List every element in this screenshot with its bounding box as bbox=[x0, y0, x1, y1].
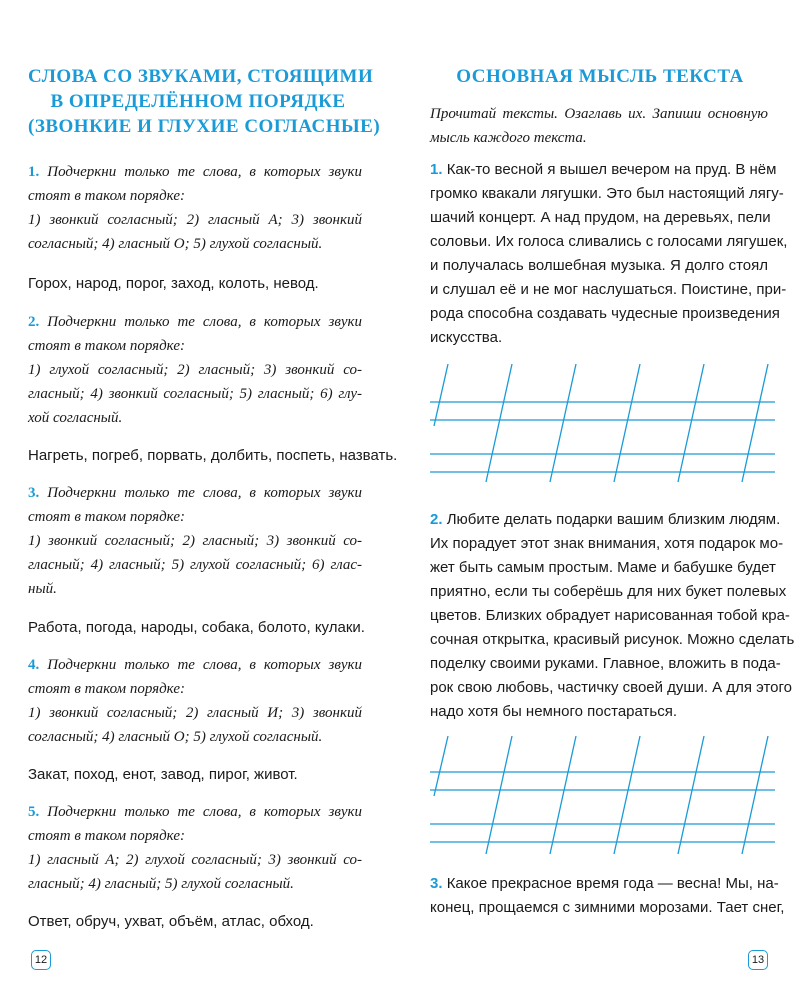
instruction-line: гласный; 4) звонкий согласный; 5) гласный; 6) глу- bbox=[28, 386, 362, 402]
text-line: рок свою любовь, частичку своей души. А для этого bbox=[430, 679, 792, 696]
exercise-4-words: Закат, поход, енот, завод, пирог, живот. bbox=[28, 766, 298, 783]
instruction-line: мысль каждого текста. bbox=[430, 130, 587, 146]
right-page-title bbox=[430, 64, 770, 89]
exercise-number: 2. bbox=[28, 314, 40, 330]
instruction-line: стоят в таком порядке: bbox=[28, 828, 185, 844]
exercise-1-words: Горох, народ, порог, заход, колоть, невод. bbox=[28, 275, 319, 292]
instruction-line: гласный; 4) гласный; 5) глухой согласный. bbox=[28, 876, 294, 892]
text-line: жет быть самым простым. Маме и бабушке будет bbox=[430, 559, 776, 576]
exercise-2-words: Нагреть, погреб, порвать, долбить, поспеть, назвать. bbox=[28, 447, 398, 464]
text-2 bbox=[430, 508, 795, 724]
text-line: рода способна создавать чудесные произведения bbox=[430, 305, 780, 322]
page-number-right: 13 bbox=[748, 950, 768, 970]
text-line: Любите делать подарки вашим близким людям. bbox=[446, 511, 781, 528]
instruction-line: Прочитай тексты. Озаглавь их. Запиши основную bbox=[430, 106, 768, 122]
instruction-line: Подчеркни только те слова, в которых звуки bbox=[47, 485, 362, 501]
text-line: цветов. Близких обрадует нарисованная тобой кра- bbox=[430, 607, 790, 624]
instruction-line: Подчеркни только те слова, в которых звуки bbox=[47, 804, 362, 820]
instruction-line: 1) глухой согласный; 2) гласный; 3) звонкий со- bbox=[28, 362, 362, 378]
left-title-line: СЛОВА СО ЗВУКАМИ, СТОЯЩИМИ bbox=[28, 66, 374, 87]
left-page-title bbox=[28, 64, 381, 139]
exercise-3-words: Работа, погода, народы, собака, болото, кулаки. bbox=[28, 619, 365, 636]
instruction-line: 1) звонкий согласный; 2) гласный И; 3) звонкий bbox=[28, 705, 362, 721]
text-line: шачий концерт. А над прудом, на деревьях, пели bbox=[430, 209, 771, 226]
instruction-line: Подчеркни только те слова, в которых звуки bbox=[47, 314, 362, 330]
text-line: надо хотя бы немного постараться. bbox=[430, 703, 677, 720]
instruction-line: 1) гласный А; 2) глухой согласный; 3) звонкий со- bbox=[28, 852, 362, 868]
instruction-line: Подчеркни только те слова, в которых звуки bbox=[47, 164, 362, 180]
instruction-line: стоят в таком порядке: bbox=[28, 188, 185, 204]
instruction-line: согласный; 4) гласный О; 5) глухой согласный. bbox=[28, 236, 323, 252]
exercise-2-instruction bbox=[28, 310, 362, 430]
writing-lines-2 bbox=[430, 734, 775, 856]
exercise-3-instruction bbox=[28, 481, 362, 601]
instruction-line: 1) звонкий согласный; 2) гласный А; 3) звонкий bbox=[28, 212, 362, 228]
text-line: конец, прощаемся с зимними морозами. Тает снег, bbox=[430, 899, 785, 916]
instruction-line: хой согласный. bbox=[28, 410, 123, 426]
left-title-line: В ОПРЕДЕЛЁННОМ ПОРЯДКЕ bbox=[50, 91, 346, 112]
text-number: 2. bbox=[430, 511, 443, 528]
instruction-line: стоят в таком порядке: bbox=[28, 681, 185, 697]
text-line: и слушал её и не мог наслушаться. Поистине, при- bbox=[430, 281, 787, 298]
instruction-line: согласный; 4) гласный О; 5) глухой согласный. bbox=[28, 729, 323, 745]
text-line: Их порадует этот знак внимания, хотя подарок мо- bbox=[430, 535, 784, 552]
page-number-left: 12 bbox=[31, 950, 51, 970]
text-3 bbox=[430, 872, 785, 920]
exercise-number: 5. bbox=[28, 804, 40, 820]
instruction-line: Подчеркни только те слова, в которых звуки bbox=[47, 657, 362, 673]
instruction-line: ный. bbox=[28, 581, 57, 597]
text-line: соловьи. Их голоса сливались с голосами лягушек, bbox=[430, 233, 788, 250]
exercise-4-instruction bbox=[28, 653, 362, 749]
exercise-number: 4. bbox=[28, 657, 40, 673]
left-title-line: (ЗВОНКИЕ И ГЛУХИЕ СОГЛАСНЫЕ) bbox=[28, 116, 381, 137]
exercise-number: 3. bbox=[28, 485, 40, 501]
instruction-line: 1) звонкий согласный; 2) гласный; 3) звонкий со- bbox=[28, 533, 362, 549]
text-line: громко квакали лягушки. Это был настоящий лягу- bbox=[430, 185, 784, 202]
text-number: 1. bbox=[430, 161, 443, 178]
instruction-line: стоят в таком порядке: bbox=[28, 509, 185, 525]
text-number: 3. bbox=[430, 875, 443, 892]
exercise-number: 1. bbox=[28, 164, 40, 180]
text-1 bbox=[430, 158, 788, 350]
exercise-5-instruction bbox=[28, 800, 362, 896]
instruction-line: гласный; 4) гласный; 5) глухой согласный; 6) глас- bbox=[28, 557, 362, 573]
text-line: Как-то весной я вышел вечером на пруд. В нём bbox=[446, 161, 777, 178]
text-line: сочная открытка, красивый рисунок. Можно сделать bbox=[430, 631, 795, 648]
right-instruction bbox=[430, 102, 768, 150]
text-line: и получалась волшебная музыка. Я долго стоял bbox=[430, 257, 768, 274]
text-line: поделку своими руками. Главное, вложить в пода- bbox=[430, 655, 781, 672]
instruction-line: стоят в таком порядке: bbox=[28, 338, 185, 354]
right-title-line: ОСНОВНАЯ МЫСЛЬ ТЕКСТА bbox=[456, 66, 744, 87]
text-line: приятно, если ты соберёшь для них букет полевых bbox=[430, 583, 787, 600]
exercise-1-instruction bbox=[28, 160, 362, 256]
text-line: Какое прекрасное время года — весна! Мы, на- bbox=[446, 875, 779, 892]
exercise-5-words: Ответ, обруч, ухват, объём, атлас, обход. bbox=[28, 913, 314, 930]
writing-lines-1 bbox=[430, 362, 775, 484]
text-line: искусства. bbox=[430, 329, 503, 346]
